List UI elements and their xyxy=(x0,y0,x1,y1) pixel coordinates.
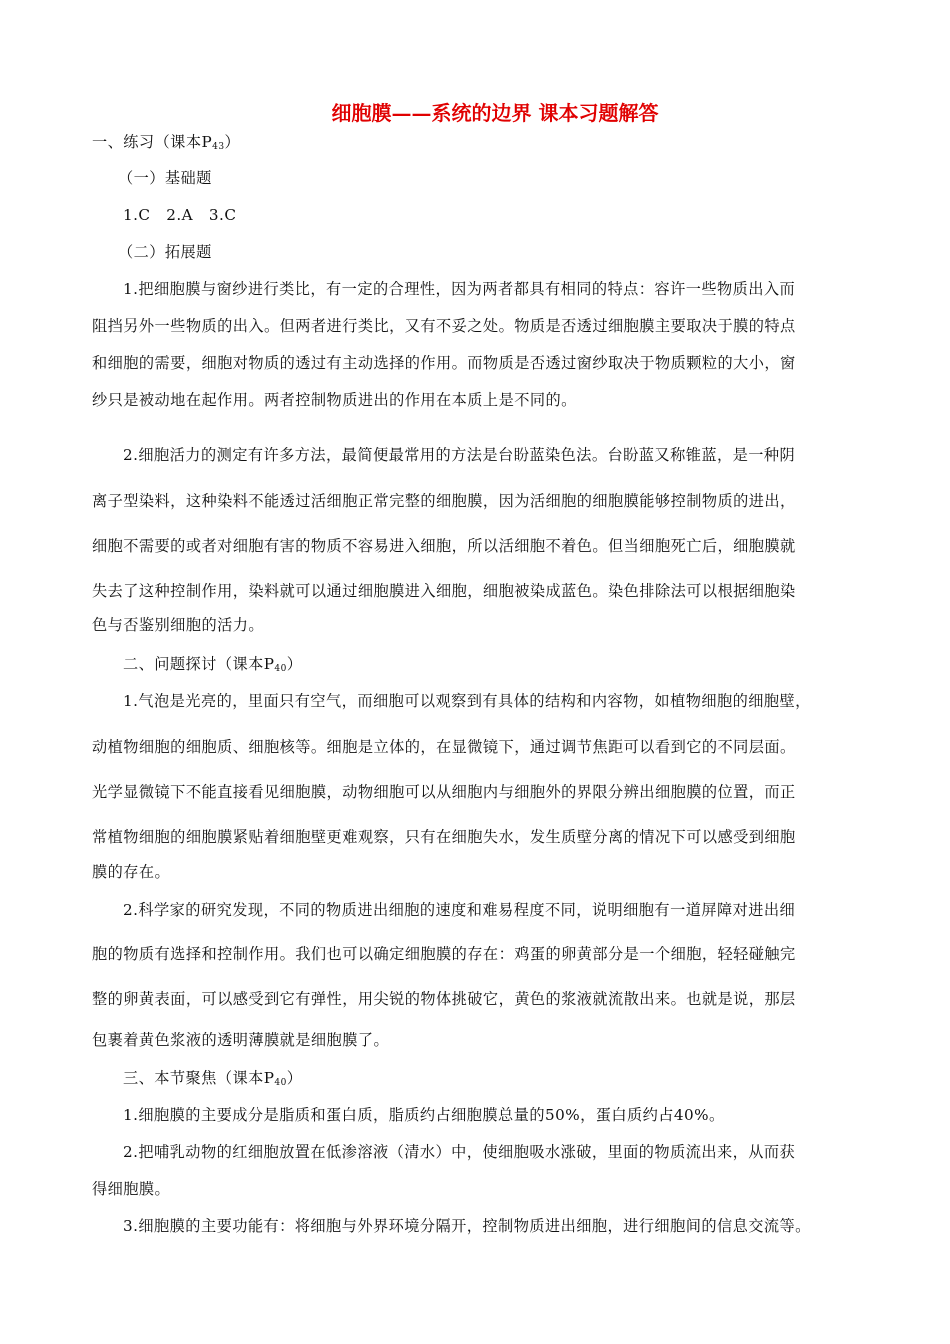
paragraph-line: 阻挡另外一些物质的出入。但两者进行类比，又有不妥之处。物质是否透过细胞膜主要取决于膜的特点 xyxy=(92,317,796,335)
paragraph-line: 和细胞的需要，细胞对物质的透过有主动选择的作用。而物质是否透过窗纱取决于物质颗粒的大小，窗 xyxy=(92,354,796,372)
paragraph-line: 1.气泡是光亮的，里面只有空气，而细胞可以观察到有具体的结构和内容物，如植物细胞的细胞壁， xyxy=(123,692,811,710)
subsection-heading-basic: （一）基础题 xyxy=(118,169,212,187)
paragraph-line: 细胞不需要的或者对细胞有害的物质不容易进入细胞，所以活细胞不着色。但当细胞死亡后，细胞膜就 xyxy=(92,537,796,555)
basic-answers: 1.C 2.A 3.C xyxy=(123,206,237,224)
paragraph-line: 胞的物质有选择和控制作用。我们也可以确定细胞膜的存在：鸡蛋的卵黄部分是一个细胞，轻轻碰触完 xyxy=(92,945,796,963)
section-heading-focus: 三、本节聚焦（课本$P_{40}$） xyxy=(123,1069,303,1088)
paragraph-line: 1.细胞膜的主要成分是脂质和蛋白质，脂质约占细胞膜总量的50%，蛋白质约占40%。 xyxy=(123,1106,725,1124)
paragraph-line: 动植物细胞的细胞质、细胞核等。细胞是立体的，在显微镜下，通过调节焦距可以看到它的不同层面。 xyxy=(92,738,796,756)
page-title: 细胞膜——系统的边界 课本习题解答 xyxy=(331,101,659,125)
paragraph-line: 光学显微镜下不能直接看见细胞膜，动物细胞可以从细胞内与细胞外的界限分辨出细胞膜的位置，而正 xyxy=(92,783,796,801)
paragraph-line: 常植物细胞的细胞膜紧贴着细胞壁更难观察，只有在细胞失水，发生质壁分离的情况下可以感受到细胞 xyxy=(92,828,796,846)
section-heading-exercises: 一、练习（课本$P_{43}$） xyxy=(92,133,241,152)
paragraph-line: 色与否鉴别细胞的活力。 xyxy=(92,616,265,634)
paragraph-line: 2.细胞活力的测定有许多方法，最简便最常用的方法是台盼蓝染色法。台盼蓝又称锥蓝，是一种阴 xyxy=(123,446,796,464)
paragraph-line: 包裹着黄色浆液的透明薄膜就是细胞膜了。 xyxy=(92,1031,390,1049)
paragraph-line: 整的卵黄表面，可以感受到它有弹性，用尖锐的物体挑破它，黄色的浆液就流散出来。也就是说，那层 xyxy=(92,990,796,1008)
paragraph-line: 膜的存在。 xyxy=(92,863,171,881)
paragraph-line: 3.细胞膜的主要功能有：将细胞与外界环境分隔开，控制物质进出细胞，进行细胞间的信息交流等。 xyxy=(123,1217,811,1235)
paragraph-line: 2.把哺乳动物的红细胞放置在低渗溶液（清水）中，使细胞吸水涨破，里面的物质流出来，从而获 xyxy=(123,1143,796,1161)
paragraph-line: 得细胞膜。 xyxy=(92,1180,171,1198)
paragraph-line: 1.把细胞膜与窗纱进行类比，有一定的合理性，因为两者都具有相同的特点：容许一些物质出入而 xyxy=(123,280,796,298)
paragraph-line: 2.科学家的研究发现，不同的物质进出细胞的速度和难易程度不同，说明细胞有一道屏障对进出细 xyxy=(123,901,796,919)
subsection-heading-extension: （二）拓展题 xyxy=(118,243,212,261)
paragraph-line: 纱只是被动地在起作用。两者控制物质进出的作用在本质上是不同的。 xyxy=(92,391,577,409)
paragraph-line: 失去了这种控制作用，染料就可以通过细胞膜进入细胞，细胞被染成蓝色。染色排除法可以根据细胞染 xyxy=(92,582,796,600)
section-heading-discussion: 二、问题探讨（课本$P_{40}$） xyxy=(123,655,303,674)
paragraph-line: 离子型染料，这种染料不能透过活细胞正常完整的细胞膜，因为活细胞的细胞膜能够控制物质的进出， xyxy=(92,492,796,510)
